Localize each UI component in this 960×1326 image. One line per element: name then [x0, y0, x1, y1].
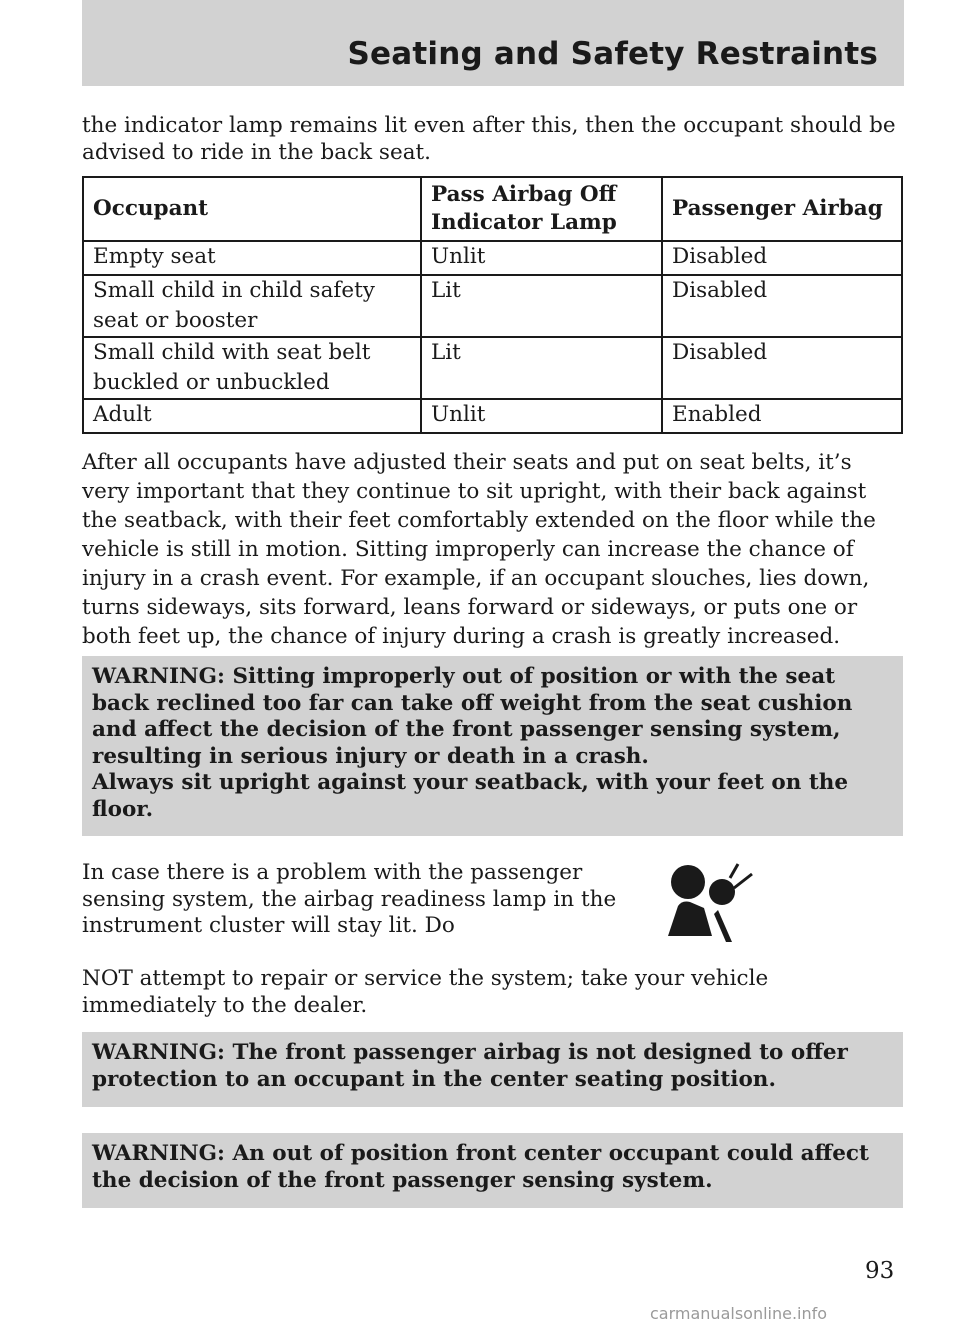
table-cell: Empty seat [83, 241, 421, 275]
occupant-airbag-table [82, 176, 903, 434]
table-cell: Lit [421, 337, 662, 399]
table-cell: Small child in child safety seat or booster [83, 275, 421, 337]
airbag-readiness-icon [660, 858, 754, 942]
warning-text: WARNING: The front passenger airbag is not designed to offer protection to an occupant in the center seating position. [92, 1040, 848, 1092]
table-cell: Unlit [421, 399, 662, 433]
table-row [83, 275, 902, 337]
table-cell: Adult [83, 399, 421, 433]
watermark: carmanualsonline.info [650, 1304, 828, 1323]
warning-box-center-occupant [82, 1133, 903, 1208]
intro-paragraph: the indicator lamp remains lit even after this, then the occupant should be advised to ride in the back seat. [82, 113, 896, 165]
sensing-problem-paragraph-continued: NOT attempt to repair or service the system; take your vehicle immediately to the dealer. [82, 966, 769, 1018]
table-cell: Disabled [662, 241, 902, 275]
table-cell: Disabled [662, 337, 902, 399]
seating-posture-paragraph: After all occupants have adjusted their seats and put on seat belts, it’s very important that they continue to sit upright, with their back against the seatback, with their feet comfortably extended on the floor while the vehicle is still in motion. Sitting improperly can increase the chance of injury in a crash event. For example, if an occupant slouches, lies down, turns sideways, sits forward, leans forward or sideways, or puts one or both feet up, the chance of injury during a crash is greatly increased. [82, 450, 876, 649]
table-cell: Unlit [421, 241, 662, 275]
table-row [83, 241, 902, 275]
table-cell: Enabled [662, 399, 902, 433]
warning-text: Always sit upright against your seatback, with your feet on the floor. [92, 770, 849, 822]
sensing-problem-paragraph: In case there is a problem with the passenger sensing system, the airbag readiness lamp in the instrument cluster will stay lit. Do [82, 860, 617, 938]
table-header-row [83, 177, 902, 241]
column-header-passenger-airbag: Passenger Airbag [662, 177, 902, 241]
section-title: Seating and Safety Restraints [347, 36, 878, 72]
page-header [82, 0, 904, 86]
page-number: 93 [865, 1258, 895, 1284]
column-header-occupant: Occupant [83, 177, 421, 241]
table-cell: Lit [421, 275, 662, 337]
column-header-indicator-lamp: Pass Airbag Off Indicator Lamp [421, 177, 662, 241]
table-cell: Disabled [662, 275, 902, 337]
warning-box-posture [82, 656, 903, 836]
warning-text: WARNING: Sitting improperly out of position or with the seat back reclined too far can take off weight from the seat cushion and affect the decision of the front passenger sensing system, resulting in serious injury or death in a crash. [92, 664, 853, 769]
table-row [83, 399, 902, 433]
warning-text: WARNING: An out of position front center occupant could affect the decision of the front passenger sensing system. [92, 1141, 869, 1193]
table-cell: Small child with seat belt buckled or unbuckled [83, 337, 421, 399]
warning-box-center-seat [82, 1032, 903, 1107]
table-row [83, 337, 902, 399]
